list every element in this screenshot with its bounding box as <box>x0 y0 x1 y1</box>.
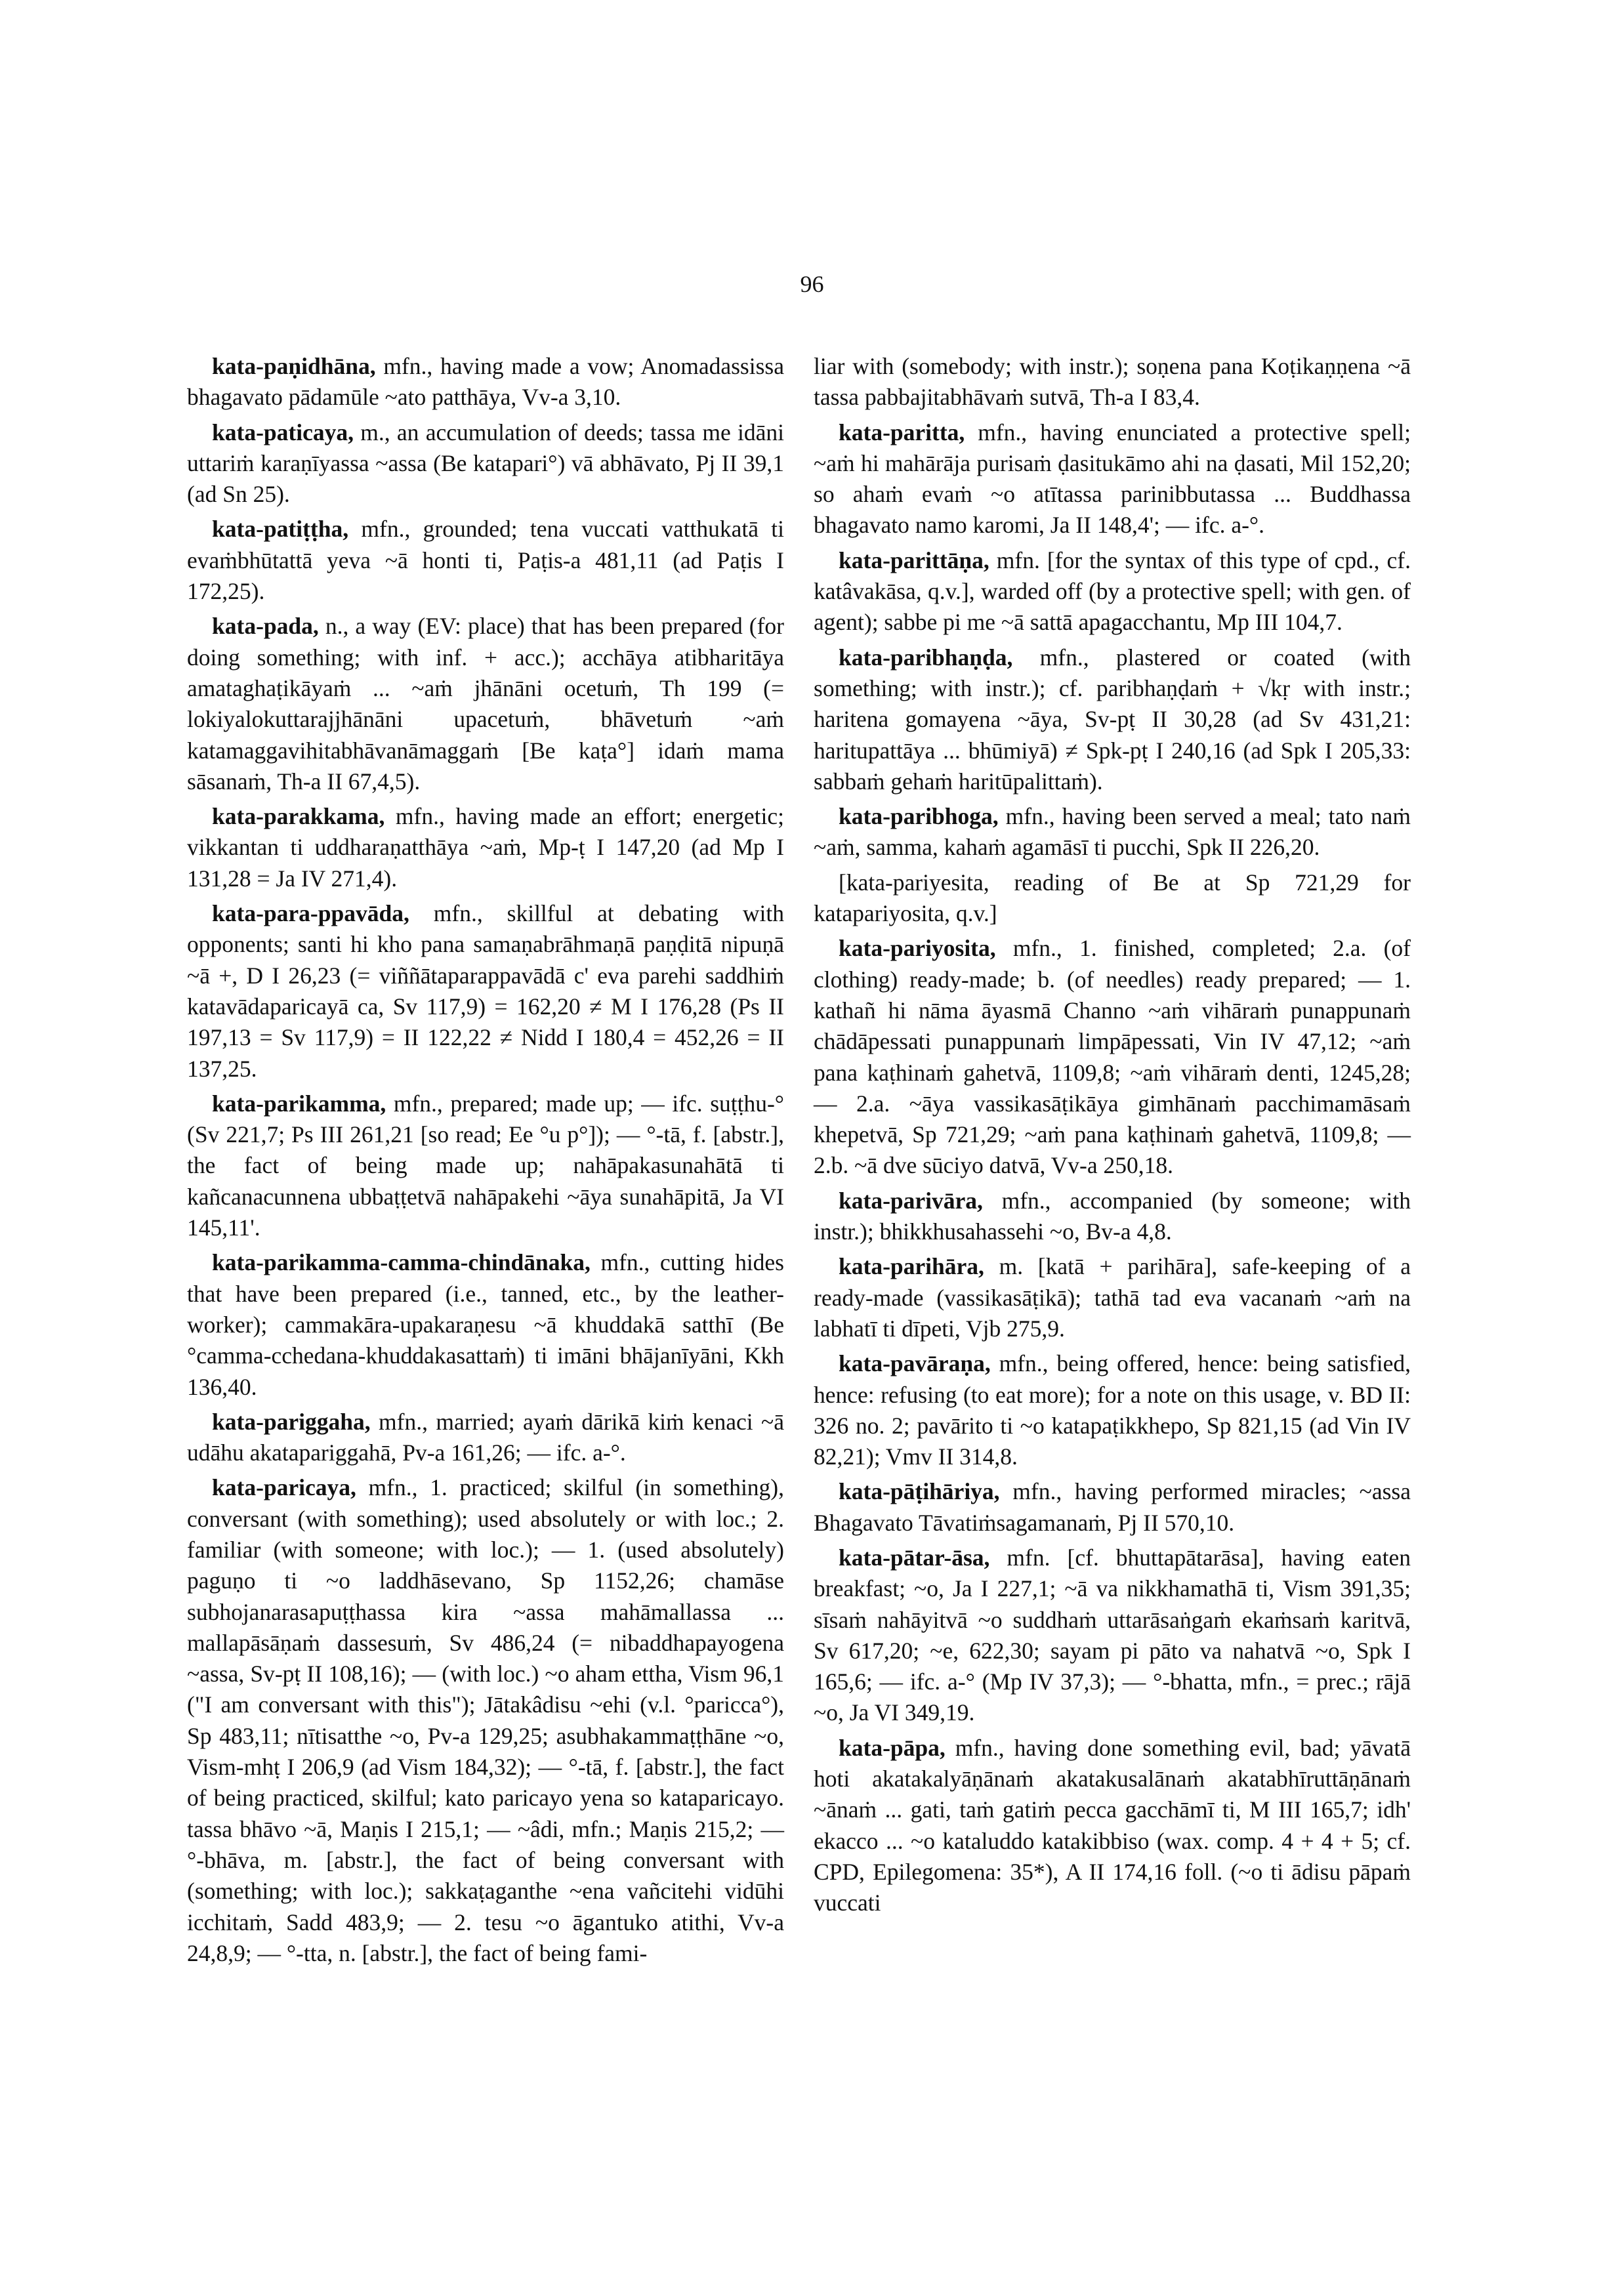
entry-definition: mfn., being offered, hence: being satisfied, hence: refusing (to eat more); for a note on this usage, v. BD II: 326 no. 2; pavārito ti ~o katapaṭikkhepo, Sp 821,15 (ad Vin IV 82,21); Vmv II 314,8. <box>814 1350 1411 1470</box>
entry-definition: m. [katā + parihāra], safe-keeping of a ready-made (vassikasāṭikā); tathā tad eva vacanaṁ ~aṁ na labhatī ti dīpeti, Vjb 275,9. <box>814 1253 1411 1342</box>
entry-headword: kata-pariggaha, <box>212 1408 371 1435</box>
entry-headword: kata-paticaya, <box>212 419 354 445</box>
entry-definition: liar with (somebody; with instr.); soṇena pana Koṭikaṇṇena ~ā tassa pabbajitabhāvaṁ sutvā, Th-a I 83,4. <box>814 353 1411 411</box>
entry-definition: [kata-pariyesita, reading of Be at Sp 721,29 for katapariyosita, q.v.] <box>814 869 1411 927</box>
entry-definition: mfn., cutting hides that have been prepared (i.e., tanned, etc., by the leather-worker); cammakāra-upakaraṇesu ~ā khuddakā satthī (Be °camma-cchedana-khuddakasattaṁ) ti imāni bhājanīyāni, Kkh 136,40. <box>187 1249 785 1400</box>
dictionary-entry <box>187 1472 784 1969</box>
entry-headword: kata-patiṭṭha, <box>212 516 349 543</box>
entry-definition: mfn., having made a vow; Anomadassissa bhagavato pādamūle ~ato patthāya, Vv-a 3,10. <box>187 353 785 411</box>
entry-headword: kata-pāṭihāriya, <box>839 1478 1000 1505</box>
entry-headword: kata-pāpa, <box>839 1734 946 1761</box>
dictionary-entry <box>187 1407 784 1469</box>
entry-headword: kata-parakkama, <box>212 803 385 830</box>
dictionary-entry <box>814 1733 1411 1919</box>
dictionary-entry <box>814 933 1411 1181</box>
dictionary-entry <box>814 545 1411 638</box>
dictionary-entry <box>187 417 784 510</box>
entry-definition: mfn. [for the syntax of this type of cpd., cf. katâvakāsa, q.v.], warded off (by a protective spell; with gen. of agent); sabbe pi me ~ā sattā apagacchantu, Mp III 104,7. <box>814 547 1411 636</box>
dictionary-entry <box>187 898 784 1085</box>
entry-definition: m., an accumulation of deeds; tassa me idāni uttariṁ karaṇīyassa ~assa (Be katapari°) vā abhāvato, Pj II 39,1 (ad Sn 25). <box>187 419 784 508</box>
left-column <box>187 351 784 1973</box>
entry-definition: mfn., having done something evil, bad; yāvatā hoti akatakalyāṇānaṁ akatakusalānaṁ akatabhīruttāṇānaṁ ~ānaṁ ... gati, taṁ gatiṁ pecca gacchāmī ti, M III 165,7; idh' ekacco ... ~o kataluddo katakibbiso (wax. comp. 4 + 4 + 5; cf. CPD, Epilegomena: 35*), A II 174,16 foll. (~o ti ādisu pāpaṁ vuccati <box>814 1734 1411 1916</box>
entry-definition: mfn., prepared; made up; — ifc. suṭṭhu-° (Sv 221,7; Ps III 261,21 [so read; Ee °u p°]); — °-tā, f. [abstr.], the fact of being made up; nahāpakasunahātā ti kañcanacunnena ubbaṭṭetvā nahāpakehi ~āya sunahāpitā, Ja VI 145,11'. <box>187 1090 785 1241</box>
dictionary-entry <box>814 1251 1411 1344</box>
entry-headword: kata-paribhoga, <box>839 803 999 830</box>
dictionary-entry <box>814 417 1411 541</box>
dictionary-entry <box>814 1542 1411 1729</box>
entry-definition: mfn., plastered or coated (with something; with instr.); cf. paribhaṇḍaṁ + √kṛ with instr.; haritena gomayena ~āya, Sv-pṭ II 30,28 (ad Sv 431,21: haritupattāya ... bhūmiyā) ≠ Spk-pṭ I 240,16 (ad Spk I 205,33: sabbaṁ gehaṁ haritūpalittaṁ). <box>814 644 1411 795</box>
entry-headword: kata-parikamma, <box>212 1090 386 1117</box>
dictionary-entry <box>187 1247 784 1402</box>
entry-headword: kata-para-ppavāda, <box>212 900 409 927</box>
entry-headword: kata-parikamma-camma-chindānaka, <box>212 1249 591 1276</box>
dictionary-entry <box>187 801 784 894</box>
entry-definition: mfn., having enunciated a protective spell; ~aṁ hi mahārāja purisaṁ ḍasitukāmo ahi na ḍasati, Mil 152,20; so ahaṁ evaṁ ~o atītassa parinibbutassa ... Buddhassa bhagavato namo karomi, Ja II 148,4'; — ifc. a-°. <box>814 419 1411 539</box>
entry-definition: mfn., having been served a meal; tato naṁ ~aṁ, samma, kahaṁ agamāsī ti pucchi, Spk II 226,20. <box>814 803 1411 861</box>
entry-headword: kata-paṇidhāna, <box>212 353 376 379</box>
entry-headword: kata-paribhaṇḍa, <box>839 644 1013 671</box>
entry-headword: kata-parivāra, <box>839 1187 983 1214</box>
entry-headword: kata-parittāṇa, <box>839 547 989 573</box>
dictionary-entry <box>187 351 784 413</box>
entry-headword: kata-pariyosita, <box>839 935 996 962</box>
dictionary-entry <box>814 642 1411 797</box>
entry-definition: mfn., accompanied (by someone; with instr.); bhikkhusahassehi ~o, Bv-a 4,8. <box>814 1187 1411 1245</box>
dictionary-entry <box>187 1088 784 1243</box>
entry-definition: mfn., married; ayaṁ dārikā kiṁ kenaci ~ā udāhu akatapariggahā, Pv-a 161,26; — ifc. a-°. <box>187 1408 785 1466</box>
dictionary-entry <box>814 1186 1411 1248</box>
entry-definition: mfn., having performed miracles; ~assa Bhagavato Tāvatiṁsagamanaṁ, Pj II 570,10. <box>814 1478 1411 1536</box>
dictionary-entry <box>187 514 784 607</box>
entry-headword: kata-pavāraṇa, <box>839 1350 991 1377</box>
dictionary-entry <box>814 801 1411 863</box>
entry-definition: mfn. [cf. bhuttapātarāsa], having eaten breakfast; ~o, Ja I 227,1; ~ā va nikkhamathā ti, Vism 391,35; sīsaṁ nahāyitvā ~o suddhaṁ uttarāsaṅgaṁ ekaṁsaṁ karitvā, Sv 617,20; ~e, 622,30; sayam pi pāto va nahatvā ~o, Spk I 165,6; — ifc. a-° (Mp IV 37,3); — °-bhatta, mfn., = prec.; rājā ~o, Ja VI 349,19. <box>814 1544 1411 1726</box>
entry-definition: mfn., having made an effort; energetic; vikkantan ti uddharaṇatthāya ~aṁ, Mp-ṭ I 147,20 (ad Mp I 131,28 = Ja IV 271,4). <box>187 803 784 892</box>
entry-definition: mfn., 1. practiced; skilful (in something), conversant (with something); used absolutely or with loc.; 2. familiar (with someone; with loc.); — 1. (used absolutely) paguṇo ti ~o laddhāsevano, Sp 1152,26; chamāse subhojanarasapuṭṭhassa kira ~assa mahāmallassa ... mallapāsāṇaṁ dassesuṁ, Sv 486,24 (= nibaddhapayogena ~assa, Sv-pṭ II 108,16); — (with loc.) ~o aham ettha, Vism 96,1 ("I am conversant with this"); Jātakâdisu ~ehi (v.l. °paricca°), Sp 483,11; nītisatthe ~o, Pv-a 129,25; asubhakammaṭṭhāne ~o, Vism-mhṭ I 206,9 (ad Vism 184,32); — °-tā, f. [abstr.], the fact of being practiced, skilful; kato paricayo yena so kataparicayo. tassa bhāvo ~ā, Maṇis I 215,1; — ~âdi, mfn.; Maṇis 215,2; — °-bhāva, m. [abstr.], the fact of being conversant with (something; with loc.); sakkaṭaganthe ~ena vañcitehi vidūhi icchitaṁ, Sadd 483,9; — 2. tesu ~o āgantuko atithi, Vv-a 24,8,9; — °-tta, n. [abstr.], the fact of being fami- <box>187 1474 784 1966</box>
entry-headword: kata-paritta, <box>839 419 965 445</box>
dictionary-entry <box>187 611 784 797</box>
dictionary-entry <box>814 1476 1411 1539</box>
dictionary-entry <box>814 867 1411 930</box>
entry-headword: kata-parihāra, <box>839 1253 984 1280</box>
dictionary-entry <box>814 1348 1411 1472</box>
right-column <box>814 351 1411 1923</box>
entry-headword: kata-paricaya, <box>212 1474 356 1501</box>
entry-headword: kata-pada, <box>212 613 319 640</box>
entry-definition: mfn., grounded; tena vuccati vatthukatā ti evaṁbhūtattā yeva ~ā honti ti, Paṭis-a 481,11 (ad Paṭis I 172,25). <box>187 516 784 605</box>
entry-headword: kata-pātar-āsa, <box>839 1544 990 1571</box>
page-number: 96 <box>800 271 824 297</box>
entry-definition: mfn., skillful at debating with opponents; santi hi kho pana samaṇabrāhmaṇā paṇḍitā nipuṇā ~ā +, D I 26,23 (= viññātaparappavādā c' eva parehi saddhiṁ katavādaparicayā ca, Sv 117,9) = 162,20 ≠ M I 176,28 (Ps II 197,13 = Sv 117,9) = II 122,22 ≠ Nidd I 180,4 = 452,26 = II 137,25. <box>187 900 784 1082</box>
entry-definition: n., a way (EV: place) that has been prepared (for doing something; with inf. + acc.); acchāya atibharitāya amataghaṭikāyaṁ ... ~aṁ jhānāni ocetuṁ, Th 199 (= lokiyalokuttarajjhānāni upacetuṁ, bhāvetuṁ ~aṁ katamaggavihitabhāvanāmaggaṁ [Be kaṭa°] idaṁ mama sāsanaṁ, Th-a II 67,4,5). <box>187 613 784 795</box>
dictionary-entry <box>814 351 1411 413</box>
entry-definition: mfn., 1. finished, completed; 2.a. (of clothing) ready-made; b. (of needles) ready prepared; — 1. kathañ hi nāma āyasmā Channo ~aṁ vihāraṁ punappunaṁ chādāpessati punappunaṁ limpāpessati, Vin IV 47,12; ~aṁ pana kaṭhinaṁ gahetvā, 1109,8; ~aṁ vihāraṁ denti, 1245,28; — 2.a. ~āya vassikasāṭikāya gimhānaṁ pacchimamāsaṁ khepetvā, Sp 721,29; ~aṁ pana kaṭhinaṁ gahetvā, 1109,8; — 2.b. ~ā dve sūciyo datvā, Vv-a 250,18. <box>814 935 1411 1179</box>
